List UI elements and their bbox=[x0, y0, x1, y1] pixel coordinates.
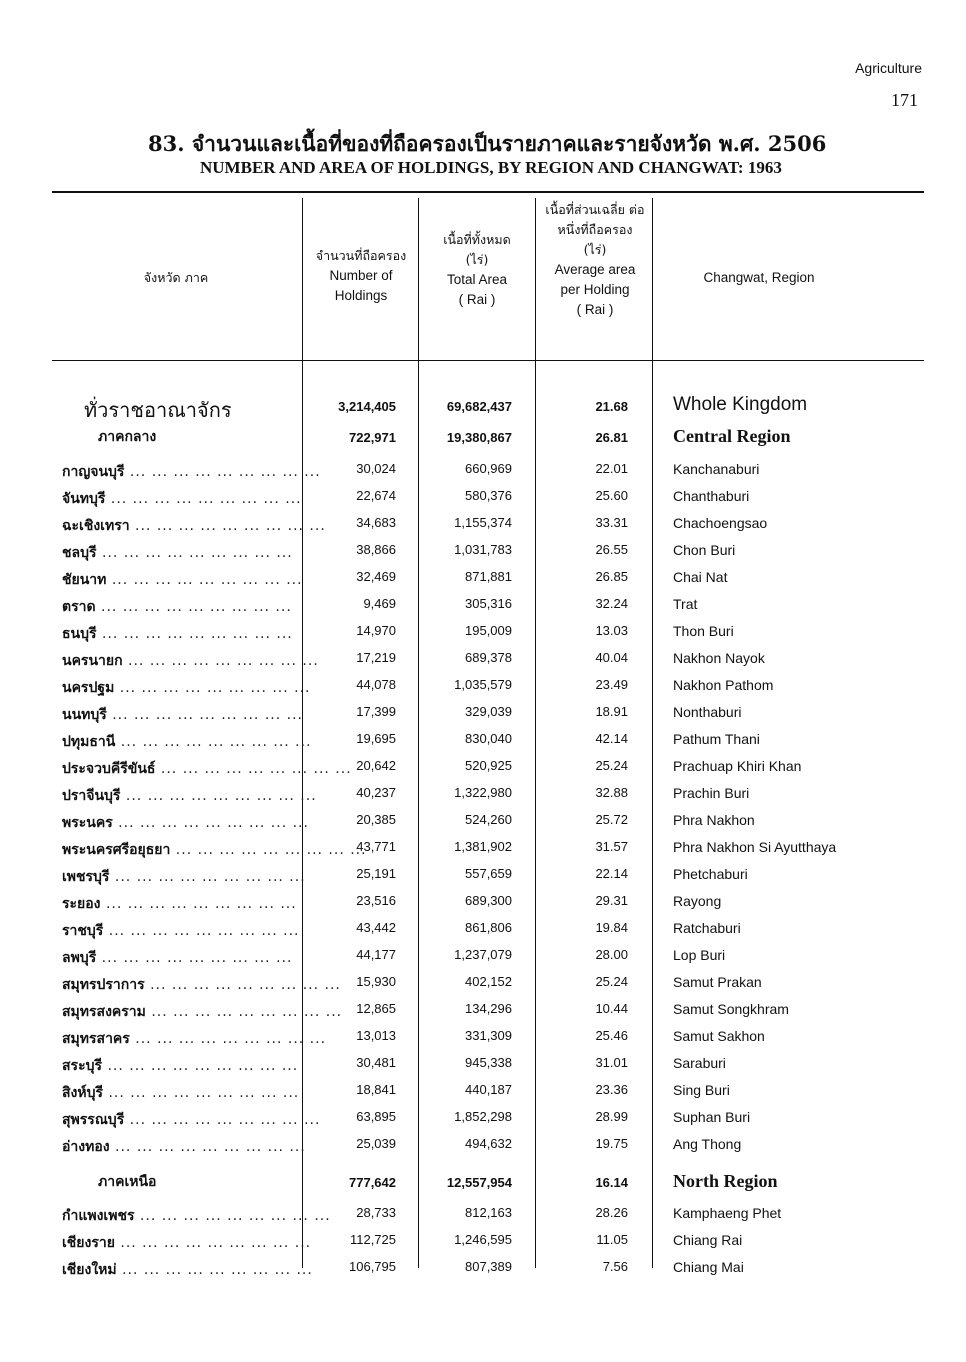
average-area-value: 28.99 bbox=[595, 1109, 628, 1124]
total-area-value: 12,557,954 bbox=[446, 1175, 512, 1190]
holdings-value: 19,695 bbox=[356, 731, 396, 746]
table-row bbox=[0, 812, 966, 839]
province-name-th bbox=[98, 1171, 334, 1193]
holdings-value: 30,481 bbox=[356, 1055, 396, 1070]
changwat-name-en: Ang Thong bbox=[673, 1136, 742, 1152]
province-name-text: ภาคเหนือ bbox=[98, 1174, 157, 1190]
province-name-th bbox=[62, 758, 352, 780]
total-area-value: 19,380,867 bbox=[446, 430, 512, 445]
total-area-value: 830,040 bbox=[465, 731, 512, 746]
dot-leader: ... ... ... ... ... ... ... ... ... bbox=[96, 950, 293, 966]
table-row bbox=[0, 785, 966, 812]
page-number: 171 bbox=[891, 90, 918, 110]
dot-leader: ... ... ... ... ... ... ... ... ... bbox=[122, 653, 319, 669]
changwat-name-en: Trat bbox=[673, 596, 698, 612]
province-name-th bbox=[62, 650, 319, 672]
dot-leader: ... ... ... ... ... ... ... ... ... bbox=[109, 869, 306, 885]
total-area-value: 440,187 bbox=[465, 1082, 512, 1097]
total-area-value: 1,381,902 bbox=[454, 839, 512, 854]
total-area-value: 1,035,579 bbox=[454, 677, 512, 692]
holdings-value: 44,177 bbox=[356, 947, 396, 962]
holdings-value: 32,469 bbox=[356, 569, 396, 584]
table-row bbox=[0, 1055, 966, 1082]
province-name-text: นนทบุรี bbox=[62, 707, 107, 723]
holdings-value: 17,399 bbox=[356, 704, 396, 719]
holdings-value: 17,219 bbox=[356, 650, 396, 665]
province-name-th bbox=[62, 1109, 321, 1131]
dot-leader: ... ... ... ... ... ... ... ... ... bbox=[114, 1235, 312, 1251]
header-average bbox=[545, 200, 645, 320]
average-area-value: 13.03 bbox=[595, 623, 628, 638]
province-name-th bbox=[84, 394, 320, 426]
changwat-name-en: Kanchanaburi bbox=[673, 461, 760, 477]
dot-leader: ... ... ... ... ... ... ... ... ... bbox=[155, 761, 352, 777]
dot-leader: ... ... ... ... ... ... ... ... ... bbox=[116, 1262, 313, 1278]
table-row bbox=[0, 1001, 966, 1028]
header-area-th: เนื้อที่ทั้งหมด bbox=[443, 232, 511, 247]
table-row bbox=[0, 677, 966, 704]
changwat-name-en: Chon Buri bbox=[673, 542, 736, 558]
table-row bbox=[0, 1232, 966, 1259]
total-area-value: 69,682,437 bbox=[446, 399, 512, 414]
dot-leader: ... ... ... ... ... ... ... ... ... bbox=[112, 815, 309, 831]
province-name-th bbox=[62, 515, 326, 537]
changwat-name-en: Lop Buri bbox=[673, 947, 726, 963]
holdings-value: 20,642 bbox=[356, 758, 396, 773]
dot-leader: ... ... ... ... ... ... ... ... ... bbox=[103, 1085, 300, 1101]
changwat-name-en: Ratchaburi bbox=[673, 920, 741, 936]
changwat-name-en: Phra Nakhon bbox=[673, 812, 755, 828]
holdings-value: 777,642 bbox=[349, 1175, 396, 1190]
holdings-value: 28,733 bbox=[356, 1205, 396, 1220]
dot-leader: ... ... ... ... ... ... ... ... ... bbox=[106, 707, 303, 723]
holdings-value: 106,795 bbox=[349, 1259, 396, 1274]
province-name-th bbox=[62, 1259, 313, 1281]
province-name-text: เชียงใหม่ bbox=[62, 1262, 117, 1278]
dot-leader: ... ... ... ... ... ... ... ... ... bbox=[134, 1208, 331, 1224]
changwat-name-en: Samut Prakan bbox=[673, 974, 762, 990]
average-area-value: 23.49 bbox=[595, 677, 628, 692]
province-name-text: จันทบุรี bbox=[62, 491, 106, 507]
total-area-value: 557,659 bbox=[465, 866, 512, 881]
holdings-value: 12,865 bbox=[356, 1001, 396, 1016]
total-area-value: 1,322,980 bbox=[454, 785, 512, 800]
holdings-value: 25,039 bbox=[356, 1136, 396, 1151]
dot-leader: ... ... ... ... ... ... ... ... ... bbox=[129, 518, 326, 534]
dot-leader: ... ... ... ... ... ... ... ... ... bbox=[145, 1004, 343, 1020]
total-area-value: 195,009 bbox=[465, 623, 512, 638]
province-name-text: ธนบุรี bbox=[62, 626, 97, 642]
dot-leader: ... ... ... ... ... ... ... ... ... bbox=[129, 1031, 327, 1047]
holdings-value: 25,191 bbox=[356, 866, 396, 881]
changwat-name-en: Kamphaeng Phet bbox=[673, 1205, 782, 1221]
average-area-value: 19.84 bbox=[595, 920, 628, 935]
province-name-text: สระบุรี bbox=[62, 1058, 102, 1074]
total-area-value: 1,237,079 bbox=[454, 947, 512, 962]
holdings-value: 38,866 bbox=[356, 542, 396, 557]
average-area-value: 18.91 bbox=[595, 704, 628, 719]
province-name-text: ประจวบคีรีขันธ์ bbox=[62, 761, 156, 777]
province-name-th bbox=[62, 1001, 343, 1023]
province-name-text: ลพบุรี bbox=[62, 950, 97, 966]
header-province-th: จังหวัด ภาค bbox=[143, 270, 209, 285]
province-name-text: สมุทรสาคร bbox=[62, 1031, 130, 1047]
holdings-value: 3,214,405 bbox=[338, 399, 396, 414]
average-area-value: 7.56 bbox=[602, 1259, 628, 1274]
table-title-english: NUMBER AND AREA OF HOLDINGS, BY REGION AND CHANGWAT: 1963 bbox=[200, 158, 782, 177]
province-name-text: พระนคร bbox=[62, 815, 113, 831]
province-name-th bbox=[62, 596, 298, 618]
total-area-value: 689,300 bbox=[465, 893, 512, 908]
total-area-value: 524,260 bbox=[465, 812, 512, 827]
average-area-value: 25.60 bbox=[595, 488, 628, 503]
holdings-value: 20,385 bbox=[356, 812, 396, 827]
changwat-name-en: Prachin Buri bbox=[673, 785, 750, 801]
changwat-name-en: Phetchaburi bbox=[673, 866, 748, 882]
total-area-value: 580,376 bbox=[465, 488, 512, 503]
dot-leader: ... ... ... ... ... ... ... ... ... bbox=[106, 572, 303, 588]
average-area-value: 31.01 bbox=[595, 1055, 628, 1070]
province-name-th bbox=[62, 947, 298, 969]
province-name-th bbox=[62, 569, 303, 591]
province-name-th bbox=[62, 461, 321, 483]
holdings-value: 15,930 bbox=[356, 974, 396, 989]
changwat-name-en: Phra Nakhon Si Ayutthaya bbox=[673, 839, 837, 855]
section-label: Agriculture bbox=[855, 60, 922, 76]
table-row bbox=[0, 488, 966, 515]
changwat-name-en: Sing Buri bbox=[673, 1082, 730, 1098]
province-name-th bbox=[62, 1028, 327, 1050]
table-title-thai: 83. จำนวนและเนื้อที่ของที่ถือครองเป็นรายภาคและรายจังหวัด พ.ศ. 2506 bbox=[148, 131, 827, 156]
province-name-th bbox=[62, 1205, 331, 1227]
total-area-value: 1,031,783 bbox=[454, 542, 512, 557]
average-area-value: 28.00 bbox=[595, 947, 628, 962]
changwat-name-en: Saraburi bbox=[673, 1055, 726, 1071]
header-average-en: Average area per Holding bbox=[554, 262, 636, 297]
holdings-value: 44,078 bbox=[356, 677, 396, 692]
average-area-value: 21.68 bbox=[595, 399, 628, 414]
header-holdings-th: จำนวนที่ถือครอง bbox=[315, 248, 407, 263]
average-area-value: 25.24 bbox=[595, 758, 628, 773]
dot-leader: ... ... ... ... ... ... ... ... ... bbox=[102, 1058, 299, 1074]
table-row bbox=[0, 1259, 966, 1286]
table-row bbox=[0, 515, 966, 542]
dot-leader: ... ... ... ... ... ... ... ... ... bbox=[100, 896, 297, 912]
holdings-value: 43,771 bbox=[356, 839, 396, 854]
holdings-value: 112,725 bbox=[349, 1232, 396, 1247]
total-area-value: 134,296 bbox=[465, 1001, 512, 1016]
province-name-text: ปราจีนบุรี bbox=[62, 788, 121, 804]
region-row bbox=[0, 1171, 966, 1198]
province-name-text: ตราด bbox=[62, 599, 96, 615]
average-area-value: 40.04 bbox=[595, 650, 628, 665]
table-row bbox=[0, 596, 966, 623]
total-area-value: 1,155,374 bbox=[454, 515, 512, 530]
total-area-value: 305,316 bbox=[465, 596, 512, 611]
province-name-th bbox=[62, 1082, 298, 1104]
total-area-value: 812,163 bbox=[465, 1205, 512, 1220]
changwat-name-en: North Region bbox=[673, 1171, 778, 1191]
header-changwat bbox=[654, 268, 864, 289]
average-area-value: 22.01 bbox=[595, 461, 628, 476]
dot-leader: ... ... ... ... ... ... ... ... ... bbox=[115, 734, 312, 750]
average-area-value: 26.85 bbox=[595, 569, 628, 584]
province-name-th bbox=[62, 839, 367, 861]
holdings-value: 18,841 bbox=[356, 1082, 396, 1097]
header-holdings bbox=[304, 246, 418, 306]
province-name-text: เพชรบุรี bbox=[62, 869, 110, 885]
dot-leader: ... ... ... ... ... ... ... ... ... bbox=[120, 788, 317, 804]
holdings-value: 9,469 bbox=[363, 596, 396, 611]
total-area-value: 660,969 bbox=[465, 461, 512, 476]
average-area-value: 25.72 bbox=[595, 812, 628, 827]
changwat-name-en: Samut Songkhram bbox=[673, 1001, 789, 1017]
table-row bbox=[0, 1109, 966, 1136]
province-name-text: เชียงราย bbox=[62, 1235, 115, 1251]
average-area-value: 23.36 bbox=[595, 1082, 628, 1097]
average-area-value: 29.31 bbox=[595, 893, 628, 908]
changwat-name-en: Pathum Thani bbox=[673, 731, 760, 747]
province-name-th bbox=[62, 731, 312, 753]
region-row bbox=[0, 426, 966, 453]
table-row bbox=[0, 1082, 966, 1109]
changwat-name-en: Central Region bbox=[673, 426, 791, 446]
table-row bbox=[0, 947, 966, 974]
table-row bbox=[0, 893, 966, 920]
total-area-value: 861,806 bbox=[465, 920, 512, 935]
province-name-text: ฉะเชิงเทรา bbox=[62, 518, 130, 534]
dot-leader: ... ... ... ... ... ... ... ... ... bbox=[103, 923, 300, 939]
changwat-name-en: Whole Kingdom bbox=[673, 394, 808, 415]
average-area-value: 22.14 bbox=[595, 866, 628, 881]
table-row bbox=[0, 1028, 966, 1055]
province-name-text: อ่างทอง bbox=[62, 1139, 110, 1155]
province-name-text: สิงห์บุรี bbox=[62, 1085, 104, 1101]
province-name-text: ปทุมธานี bbox=[62, 734, 116, 750]
average-area-value: 19.75 bbox=[595, 1136, 628, 1151]
province-name-text: กำแพงเพชร bbox=[62, 1208, 135, 1224]
header-holdings-en: Number of Holdings bbox=[329, 268, 393, 303]
changwat-name-en: Rayong bbox=[673, 893, 722, 909]
holdings-value: 14,970 bbox=[356, 623, 396, 638]
changwat-name-en: Chachoengsao bbox=[673, 515, 768, 531]
changwat-name-en: Thon Buri bbox=[673, 623, 734, 639]
province-name-text: ภาคกลาง bbox=[98, 429, 157, 445]
dot-leader: ... ... ... ... ... ... ... ... ... bbox=[105, 491, 302, 507]
holdings-value: 34,683 bbox=[356, 515, 396, 530]
header-average-unit-en: ( Rai ) bbox=[576, 302, 614, 317]
changwat-name-en: Nonthaburi bbox=[673, 704, 742, 720]
dot-leader: ... ... ... ... ... ... ... ... ... bbox=[109, 1139, 306, 1155]
province-name-th bbox=[62, 1055, 298, 1077]
header-changwat-en: Changwat, Region bbox=[703, 270, 815, 285]
kingdom-total-row bbox=[0, 394, 966, 421]
table-row bbox=[0, 920, 966, 947]
average-area-value: 16.14 bbox=[595, 1175, 628, 1190]
holdings-value: 63,895 bbox=[356, 1109, 396, 1124]
table-row bbox=[0, 569, 966, 596]
dot-leader: ... ... ... ... ... ... ... ... ... bbox=[124, 464, 321, 480]
province-name-th bbox=[62, 542, 298, 564]
holdings-value: 722,971 bbox=[349, 430, 396, 445]
province-name-text: ราชบุรี bbox=[62, 923, 104, 939]
header-province bbox=[56, 268, 296, 289]
holdings-value: 22,674 bbox=[356, 488, 396, 503]
province-name-th bbox=[62, 812, 309, 834]
province-name-th bbox=[62, 893, 298, 915]
changwat-name-en: Suphan Buri bbox=[673, 1109, 751, 1125]
table-row bbox=[0, 758, 966, 785]
changwat-name-en: Chiang Rai bbox=[673, 1232, 743, 1248]
table-row bbox=[0, 974, 966, 1001]
average-area-value: 28.26 bbox=[595, 1205, 628, 1220]
changwat-name-en: Nakhon Nayok bbox=[673, 650, 765, 666]
header-area-en: Total Area bbox=[446, 272, 508, 287]
holdings-value: 40,237 bbox=[356, 785, 396, 800]
average-area-value: 42.14 bbox=[595, 731, 628, 746]
dot-leader: ... ... ... ... ... ... ... ... ... bbox=[170, 842, 367, 858]
total-area-value: 1,246,595 bbox=[454, 1232, 512, 1247]
holdings-value: 23,516 bbox=[356, 893, 396, 908]
dot-leader: ... ... ... ... ... ... ... ... ... bbox=[124, 1112, 321, 1128]
province-name-text: สุพรรณบุรี bbox=[62, 1112, 125, 1128]
province-name-text: พระนครศรีอยุธยา bbox=[62, 842, 171, 858]
province-name-th bbox=[62, 704, 303, 726]
table-row bbox=[0, 731, 966, 758]
total-area-value: 494,632 bbox=[465, 1136, 512, 1151]
province-name-th bbox=[62, 866, 306, 888]
changwat-name-en: Samut Sakhon bbox=[673, 1028, 765, 1044]
table-row bbox=[0, 542, 966, 569]
total-area-value: 520,925 bbox=[465, 758, 512, 773]
table-row bbox=[0, 1205, 966, 1232]
province-name-text: ทั่วราชอาณาจักร bbox=[84, 398, 232, 422]
average-area-value: 10.44 bbox=[595, 1001, 628, 1016]
header-area-unit-en: ( Rai ) bbox=[458, 292, 496, 307]
province-name-text: นครนายก bbox=[62, 653, 123, 669]
table-row bbox=[0, 839, 966, 866]
table-row bbox=[0, 866, 966, 893]
table-row bbox=[0, 704, 966, 731]
average-area-value: 32.24 bbox=[595, 596, 628, 611]
changwat-name-en: Nakhon Pathom bbox=[673, 677, 774, 693]
table-row bbox=[0, 1136, 966, 1163]
province-name-text: สมุทรปราการ bbox=[62, 977, 145, 993]
province-name-text: สมุทรสงคราม bbox=[62, 1004, 146, 1020]
changwat-name-en: Chanthaburi bbox=[673, 488, 750, 504]
average-area-value: 31.57 bbox=[595, 839, 628, 854]
average-area-value: 25.24 bbox=[595, 974, 628, 989]
total-area-value: 689,378 bbox=[465, 650, 512, 665]
province-name-th bbox=[98, 426, 334, 448]
dot-leader: ... ... ... ... ... ... ... ... ... bbox=[96, 545, 293, 561]
province-name-th bbox=[62, 785, 317, 807]
changwat-name-en: Prachuap Khiri Khan bbox=[673, 758, 802, 774]
province-name-th bbox=[62, 920, 298, 942]
changwat-name-en: Chiang Mai bbox=[673, 1259, 744, 1275]
province-name-th bbox=[62, 1136, 306, 1158]
table-row bbox=[0, 650, 966, 677]
province-name-th bbox=[62, 974, 341, 996]
dot-leader: ... ... ... ... ... ... ... ... ... bbox=[95, 599, 292, 615]
province-name-text: นครปฐม bbox=[62, 680, 115, 696]
province-name-th bbox=[62, 623, 298, 645]
total-area-value: 871,881 bbox=[465, 569, 512, 584]
dot-leader: ... ... ... ... ... ... ... ... ... bbox=[114, 680, 311, 696]
total-area-value: 1,852,298 bbox=[454, 1109, 512, 1124]
header-average-th: เนื้อที่ส่วนเฉลี่ย ต่อหนึ่งที่ถือครอง (ไร่) bbox=[545, 202, 645, 257]
dot-leader: ... ... ... ... ... ... ... ... ... bbox=[96, 626, 293, 642]
average-area-value: 26.55 bbox=[595, 542, 628, 557]
holdings-value: 30,024 bbox=[356, 461, 396, 476]
total-area-value: 329,039 bbox=[465, 704, 512, 719]
header-rule bbox=[52, 360, 924, 361]
province-name-th bbox=[62, 677, 311, 699]
province-name-text: ชัยนาท bbox=[62, 572, 107, 588]
average-area-value: 33.31 bbox=[595, 515, 628, 530]
header-area bbox=[420, 230, 534, 310]
top-rule bbox=[52, 191, 924, 193]
province-name-text: ระยอง bbox=[62, 896, 101, 912]
total-area-value: 402,152 bbox=[465, 974, 512, 989]
province-name-th bbox=[62, 488, 302, 510]
average-area-value: 25.46 bbox=[595, 1028, 628, 1043]
changwat-name-en: Chai Nat bbox=[673, 569, 728, 585]
table-row bbox=[0, 623, 966, 650]
total-area-value: 945,338 bbox=[465, 1055, 512, 1070]
dot-leader: ... ... ... ... ... ... ... ... ... bbox=[144, 977, 341, 993]
province-name-text: ชลบุรี bbox=[62, 545, 97, 561]
province-name-text: กาญจนบุรี bbox=[62, 464, 125, 480]
average-area-value: 26.81 bbox=[595, 430, 628, 445]
header-area-unit-th: (ไร่) bbox=[465, 252, 489, 267]
average-area-value: 32.88 bbox=[595, 785, 628, 800]
total-area-value: 331,309 bbox=[465, 1028, 512, 1043]
table-row bbox=[0, 461, 966, 488]
holdings-value: 13,013 bbox=[356, 1028, 396, 1043]
total-area-value: 807,389 bbox=[465, 1259, 512, 1274]
average-area-value: 11.05 bbox=[596, 1232, 628, 1247]
holdings-value: 43,442 bbox=[356, 920, 396, 935]
province-name-th bbox=[62, 1232, 312, 1254]
